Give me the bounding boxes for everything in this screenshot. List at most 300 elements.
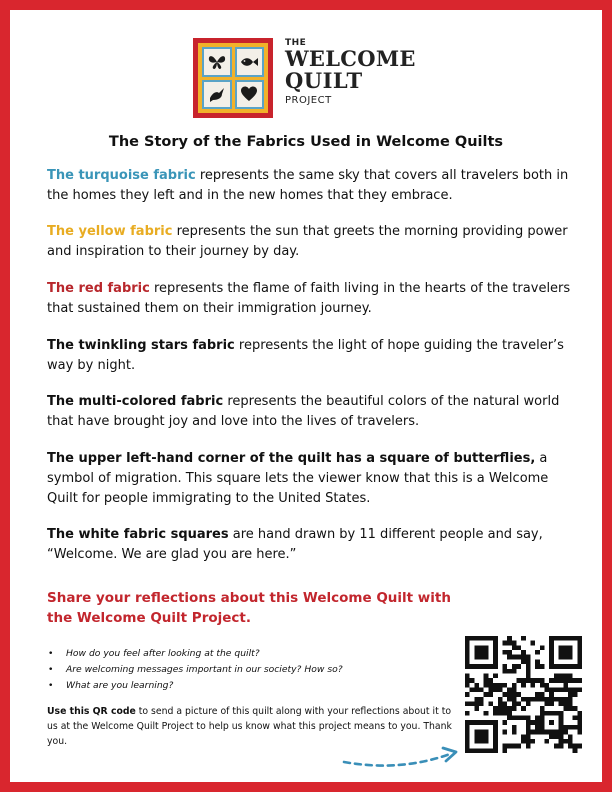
qr-module bbox=[554, 678, 559, 683]
qr-module bbox=[512, 669, 517, 674]
qr-module bbox=[470, 678, 475, 683]
qr-module bbox=[521, 636, 526, 641]
qr-module bbox=[540, 706, 545, 711]
qr-module bbox=[573, 716, 578, 721]
qr-module bbox=[512, 697, 517, 702]
qr-module bbox=[531, 730, 536, 735]
qr-module bbox=[535, 692, 540, 697]
qr-module bbox=[484, 650, 489, 655]
qr-module bbox=[563, 673, 568, 678]
qr-module bbox=[484, 636, 489, 641]
qr-module bbox=[493, 725, 498, 730]
qr-module bbox=[559, 650, 564, 655]
qr-module bbox=[545, 683, 550, 688]
qr-module bbox=[465, 650, 470, 655]
paragraph-yellow: The yellow fabric represents the sun that greets the morning providing power and inspiration to their journey by day. bbox=[47, 224, 568, 259]
qr-module bbox=[540, 645, 545, 650]
qr-module bbox=[545, 697, 550, 702]
qr-module bbox=[531, 697, 536, 702]
qr-module bbox=[502, 730, 507, 735]
qr-module bbox=[465, 659, 470, 664]
qr-module bbox=[512, 716, 517, 721]
qr-module bbox=[568, 645, 573, 650]
qr-module bbox=[531, 739, 536, 744]
qr-module bbox=[484, 720, 489, 725]
qr-module bbox=[559, 697, 564, 702]
qr-module bbox=[577, 655, 582, 660]
qr-module bbox=[563, 664, 568, 669]
qr-module bbox=[493, 636, 498, 641]
qr-module bbox=[549, 650, 554, 655]
qr-module bbox=[488, 636, 493, 641]
qr-module bbox=[465, 720, 470, 725]
qr-module bbox=[535, 659, 540, 664]
logo-project: PROJECT bbox=[285, 95, 332, 106]
qr-module bbox=[577, 711, 582, 716]
qr-module bbox=[563, 697, 568, 702]
qr-module bbox=[549, 702, 554, 707]
qr-module bbox=[465, 739, 470, 744]
qr-module bbox=[507, 692, 512, 697]
qr-module bbox=[559, 734, 564, 739]
share-heading: Share your reflections about this Welcome Quilt with the Welcome Quilt Project. bbox=[47, 590, 451, 626]
qr-module bbox=[559, 744, 564, 749]
qr-module bbox=[540, 678, 545, 683]
qr-module bbox=[577, 730, 582, 735]
qr-module bbox=[554, 697, 559, 702]
qr-module bbox=[479, 720, 484, 725]
qr-module bbox=[526, 744, 531, 749]
qr-module bbox=[512, 702, 517, 707]
qr-module bbox=[484, 655, 489, 660]
qr-module bbox=[507, 669, 512, 674]
qr-module bbox=[507, 655, 512, 660]
qr-module bbox=[493, 734, 498, 739]
qr-module bbox=[540, 697, 545, 702]
qr-module bbox=[465, 673, 470, 678]
qr-module bbox=[502, 720, 507, 725]
qr-module bbox=[484, 683, 489, 688]
arrow-icon bbox=[340, 742, 462, 770]
qr-module bbox=[526, 697, 531, 702]
qr-module bbox=[521, 706, 526, 711]
qr-module bbox=[521, 659, 526, 664]
qr-module bbox=[568, 744, 573, 749]
qr-module bbox=[554, 730, 559, 735]
heart-icon bbox=[235, 80, 265, 110]
qr-module bbox=[488, 748, 493, 753]
qr-module bbox=[502, 641, 507, 646]
qr-module bbox=[474, 687, 479, 692]
qr-module bbox=[484, 748, 489, 753]
qr-module bbox=[559, 725, 564, 730]
qr-module bbox=[563, 650, 568, 655]
qr-module bbox=[554, 744, 559, 749]
qr-module bbox=[512, 692, 517, 697]
qr-module bbox=[493, 645, 498, 650]
qr-module bbox=[559, 655, 564, 660]
page bbox=[10, 10, 602, 782]
qr-module bbox=[488, 692, 493, 697]
qr-module bbox=[474, 655, 479, 660]
qr-module bbox=[516, 692, 521, 697]
qr-module bbox=[531, 678, 536, 683]
qr-module bbox=[479, 702, 484, 707]
qr-module bbox=[563, 636, 568, 641]
qr-module bbox=[484, 730, 489, 735]
qr-module bbox=[535, 720, 540, 725]
qr-module bbox=[502, 669, 507, 674]
qr-module bbox=[545, 739, 550, 744]
qr-module bbox=[493, 650, 498, 655]
qr-module bbox=[493, 744, 498, 749]
qr-module bbox=[559, 720, 564, 725]
qr-module bbox=[516, 664, 521, 669]
qr-module bbox=[493, 711, 498, 716]
qr-module bbox=[573, 687, 578, 692]
qr-module bbox=[559, 716, 564, 721]
qr-module bbox=[577, 687, 582, 692]
qr-module bbox=[559, 730, 564, 735]
qr-module bbox=[559, 711, 564, 716]
qr-module bbox=[465, 655, 470, 660]
qr-module bbox=[568, 734, 573, 739]
qr-module bbox=[493, 748, 498, 753]
qr-module bbox=[577, 659, 582, 664]
qr-module bbox=[549, 711, 554, 716]
qr-module bbox=[493, 720, 498, 725]
qr-module bbox=[521, 716, 526, 721]
qr-module bbox=[526, 673, 531, 678]
qr-module bbox=[573, 678, 578, 683]
qr-module bbox=[559, 739, 564, 744]
qr-module bbox=[535, 725, 540, 730]
qr-module bbox=[540, 725, 545, 730]
qr-module bbox=[512, 641, 517, 646]
qr-module bbox=[507, 636, 512, 641]
qr-module bbox=[531, 720, 536, 725]
qr-module bbox=[577, 716, 582, 721]
qr-module bbox=[479, 739, 484, 744]
qr-module bbox=[535, 678, 540, 683]
qr-module bbox=[465, 748, 470, 753]
qr-module bbox=[568, 687, 573, 692]
qr-module bbox=[568, 678, 573, 683]
qr-module bbox=[559, 673, 564, 678]
paragraph-white-squares: The white fabric squares are hand drawn by 11 different people and say, “Welcome. We are glad you are here.” bbox=[47, 527, 543, 562]
qr-module bbox=[512, 706, 517, 711]
qr-module bbox=[559, 636, 564, 641]
qr-module bbox=[474, 650, 479, 655]
qr-module bbox=[474, 720, 479, 725]
qr-module bbox=[521, 697, 526, 702]
qr-module bbox=[488, 664, 493, 669]
qr-module bbox=[474, 702, 479, 707]
paragraph-multicolor: The multi-colored fabric represents the beautiful colors of the natural world that have brought joy and love into the lives of travelers. bbox=[47, 394, 560, 429]
qr-module bbox=[549, 730, 554, 735]
qr-module bbox=[470, 687, 475, 692]
qr-module bbox=[549, 664, 554, 669]
qr-module bbox=[568, 664, 573, 669]
qr-module bbox=[465, 636, 470, 641]
qr-module bbox=[526, 716, 531, 721]
qr-module bbox=[526, 739, 531, 744]
qr-module bbox=[465, 744, 470, 749]
qr-module bbox=[516, 678, 521, 683]
qr-module bbox=[577, 744, 582, 749]
qr-module bbox=[474, 645, 479, 650]
qr-module bbox=[563, 702, 568, 707]
qr-module bbox=[502, 664, 507, 669]
qr-module bbox=[502, 711, 507, 716]
qr-module bbox=[577, 678, 582, 683]
qr-module bbox=[502, 650, 507, 655]
qr-module bbox=[484, 678, 489, 683]
qr-module bbox=[554, 711, 559, 716]
qr-module bbox=[474, 706, 479, 711]
qr-module bbox=[559, 678, 564, 683]
paragraph-butterflies: The upper left-hand corner of the quilt has a square of butterflies, a symbol of migration. This square lets the viewer know that this is a Welcome Quilt for people immigrating to the United States. bbox=[47, 451, 549, 506]
qr-module bbox=[577, 641, 582, 646]
qr-module bbox=[484, 673, 489, 678]
qr-module bbox=[559, 702, 564, 707]
qr-module bbox=[563, 730, 568, 735]
qr-module bbox=[531, 641, 536, 646]
qr-module bbox=[535, 650, 540, 655]
qr-module bbox=[493, 673, 498, 678]
qr-module bbox=[521, 683, 526, 688]
qr-module bbox=[540, 730, 545, 735]
qr-module bbox=[526, 734, 531, 739]
qr-module bbox=[470, 636, 475, 641]
qr-module bbox=[531, 683, 536, 688]
bird-icon bbox=[202, 80, 232, 110]
qr-module bbox=[493, 687, 498, 692]
qr-module bbox=[498, 702, 503, 707]
qr-module bbox=[573, 725, 578, 730]
qr-module bbox=[563, 683, 568, 688]
qr-module bbox=[507, 697, 512, 702]
qr-module bbox=[526, 720, 531, 725]
qr-module bbox=[493, 655, 498, 660]
qr-module bbox=[559, 645, 564, 650]
logo-the: THE bbox=[285, 38, 307, 48]
qr-code[interactable] bbox=[465, 636, 582, 753]
qr-module bbox=[521, 678, 526, 683]
qr-module bbox=[535, 697, 540, 702]
logo-wordmark bbox=[285, 38, 416, 106]
qr-module bbox=[493, 659, 498, 664]
qr-module bbox=[512, 725, 517, 730]
qr-module bbox=[512, 687, 517, 692]
qr-module bbox=[484, 739, 489, 744]
qr-module bbox=[465, 641, 470, 646]
qr-module bbox=[465, 692, 470, 697]
qr-module bbox=[493, 664, 498, 669]
qr-module bbox=[470, 720, 475, 725]
qr-module bbox=[549, 659, 554, 664]
qr-module bbox=[549, 734, 554, 739]
qr-module bbox=[465, 664, 470, 669]
qr-module bbox=[479, 748, 484, 753]
qr-module bbox=[549, 720, 554, 725]
qr-module bbox=[479, 687, 484, 692]
qr-module bbox=[563, 655, 568, 660]
qr-module bbox=[559, 687, 564, 692]
qr-module bbox=[521, 655, 526, 660]
qr-module bbox=[498, 706, 503, 711]
qr-module bbox=[479, 650, 484, 655]
qr-module bbox=[573, 748, 578, 753]
qr-module bbox=[577, 720, 582, 725]
qr-module bbox=[577, 725, 582, 730]
qr-module bbox=[474, 730, 479, 735]
qr-module bbox=[479, 636, 484, 641]
qr-module bbox=[479, 645, 484, 650]
qr-module bbox=[545, 730, 550, 735]
page-title: The Story of the Fabrics Used in Welcome Quilts bbox=[108, 134, 504, 150]
qr-module bbox=[484, 645, 489, 650]
qr-module bbox=[479, 734, 484, 739]
qr-module bbox=[465, 725, 470, 730]
qr-module bbox=[568, 636, 573, 641]
qr-module bbox=[474, 734, 479, 739]
qr-module bbox=[526, 702, 531, 707]
qr-module bbox=[563, 645, 568, 650]
qr-module bbox=[573, 664, 578, 669]
qr-module bbox=[479, 697, 484, 702]
qr-module bbox=[507, 706, 512, 711]
qr-module bbox=[549, 697, 554, 702]
fish-icon bbox=[235, 47, 265, 77]
qr-module bbox=[516, 744, 521, 749]
qr-module bbox=[563, 706, 568, 711]
qr-module bbox=[493, 641, 498, 646]
qr-module bbox=[474, 697, 479, 702]
qr-module bbox=[554, 664, 559, 669]
qr-module bbox=[512, 655, 517, 660]
qr-module bbox=[549, 692, 554, 697]
qr-module bbox=[502, 706, 507, 711]
qr-module bbox=[568, 725, 573, 730]
qr-module bbox=[465, 734, 470, 739]
qr-module bbox=[563, 739, 568, 744]
qr-module bbox=[568, 650, 573, 655]
butterfly-icon bbox=[202, 47, 232, 77]
qr-module bbox=[545, 702, 550, 707]
qr-module bbox=[545, 687, 550, 692]
qr-module bbox=[502, 744, 507, 749]
qr-module bbox=[484, 664, 489, 669]
qr-module bbox=[507, 711, 512, 716]
qr-module bbox=[535, 716, 540, 721]
qr-module bbox=[549, 636, 554, 641]
qr-module bbox=[512, 730, 517, 735]
qr-module bbox=[465, 730, 470, 735]
qr-module bbox=[573, 744, 578, 749]
paragraph-stars: The twinkling stars fabric represents the light of hope guiding the traveler’s way by night. bbox=[47, 338, 564, 373]
qr-module bbox=[577, 650, 582, 655]
qr-module bbox=[545, 711, 550, 716]
welcome-quilt-logo bbox=[193, 38, 433, 128]
qr-module bbox=[540, 720, 545, 725]
qr-module bbox=[563, 678, 568, 683]
qr-module bbox=[488, 683, 493, 688]
qr-module bbox=[554, 636, 559, 641]
qr-module bbox=[488, 702, 493, 707]
qr-module bbox=[549, 678, 554, 683]
qr-module bbox=[474, 739, 479, 744]
qr-module bbox=[521, 734, 526, 739]
qr-module bbox=[577, 645, 582, 650]
qr-module bbox=[484, 711, 489, 716]
qr-module bbox=[512, 664, 517, 669]
qr-module bbox=[549, 687, 554, 692]
qr-module bbox=[526, 725, 531, 730]
qr-module bbox=[568, 706, 573, 711]
qr-module bbox=[465, 645, 470, 650]
qr-module bbox=[465, 711, 470, 716]
qr-module bbox=[554, 734, 559, 739]
qr-module bbox=[465, 683, 470, 688]
qr-module bbox=[554, 673, 559, 678]
qr-module bbox=[493, 739, 498, 744]
qr-instructions: Use this QR code to send a picture of this quilt along with your reflections about it to us at the Welcome Quilt Project to help us know what this project means to you. Thank you. bbox=[47, 706, 452, 747]
qr-module bbox=[507, 641, 512, 646]
qr-module bbox=[470, 664, 475, 669]
qr-module bbox=[498, 697, 503, 702]
qr-module bbox=[474, 636, 479, 641]
qr-module bbox=[573, 636, 578, 641]
list-item: • What are you learning? bbox=[47, 678, 447, 694]
qr-module bbox=[488, 720, 493, 725]
qr-module bbox=[474, 664, 479, 669]
qr-module bbox=[540, 664, 545, 669]
qr-module bbox=[563, 725, 568, 730]
qr-module bbox=[512, 744, 517, 749]
logo-quilt: QUILT bbox=[285, 68, 363, 93]
qr-module bbox=[516, 655, 521, 660]
qr-module bbox=[521, 739, 526, 744]
qr-module bbox=[507, 744, 512, 749]
qr-module bbox=[559, 664, 564, 669]
qr-module bbox=[484, 692, 489, 697]
qr-module bbox=[512, 683, 517, 688]
list-item: • Are welcoming messages important in our society? How so? bbox=[47, 662, 447, 678]
qr-module bbox=[474, 683, 479, 688]
qr-module bbox=[465, 702, 470, 707]
qr-module bbox=[540, 716, 545, 721]
qr-module bbox=[502, 748, 507, 753]
qr-module bbox=[568, 739, 573, 744]
qr-module bbox=[516, 645, 521, 650]
qr-module bbox=[563, 687, 568, 692]
qr-module bbox=[540, 683, 545, 688]
qr-module bbox=[549, 655, 554, 660]
qr-module bbox=[568, 655, 573, 660]
qr-module bbox=[535, 730, 540, 735]
qr-module bbox=[549, 645, 554, 650]
qr-module bbox=[479, 664, 484, 669]
qr-module bbox=[488, 687, 493, 692]
qr-module bbox=[526, 659, 531, 664]
qr-module bbox=[526, 664, 531, 669]
qr-module bbox=[526, 678, 531, 683]
qr-module bbox=[535, 664, 540, 669]
question-list bbox=[47, 646, 447, 694]
qr-module bbox=[507, 716, 512, 721]
qr-module bbox=[502, 692, 507, 697]
